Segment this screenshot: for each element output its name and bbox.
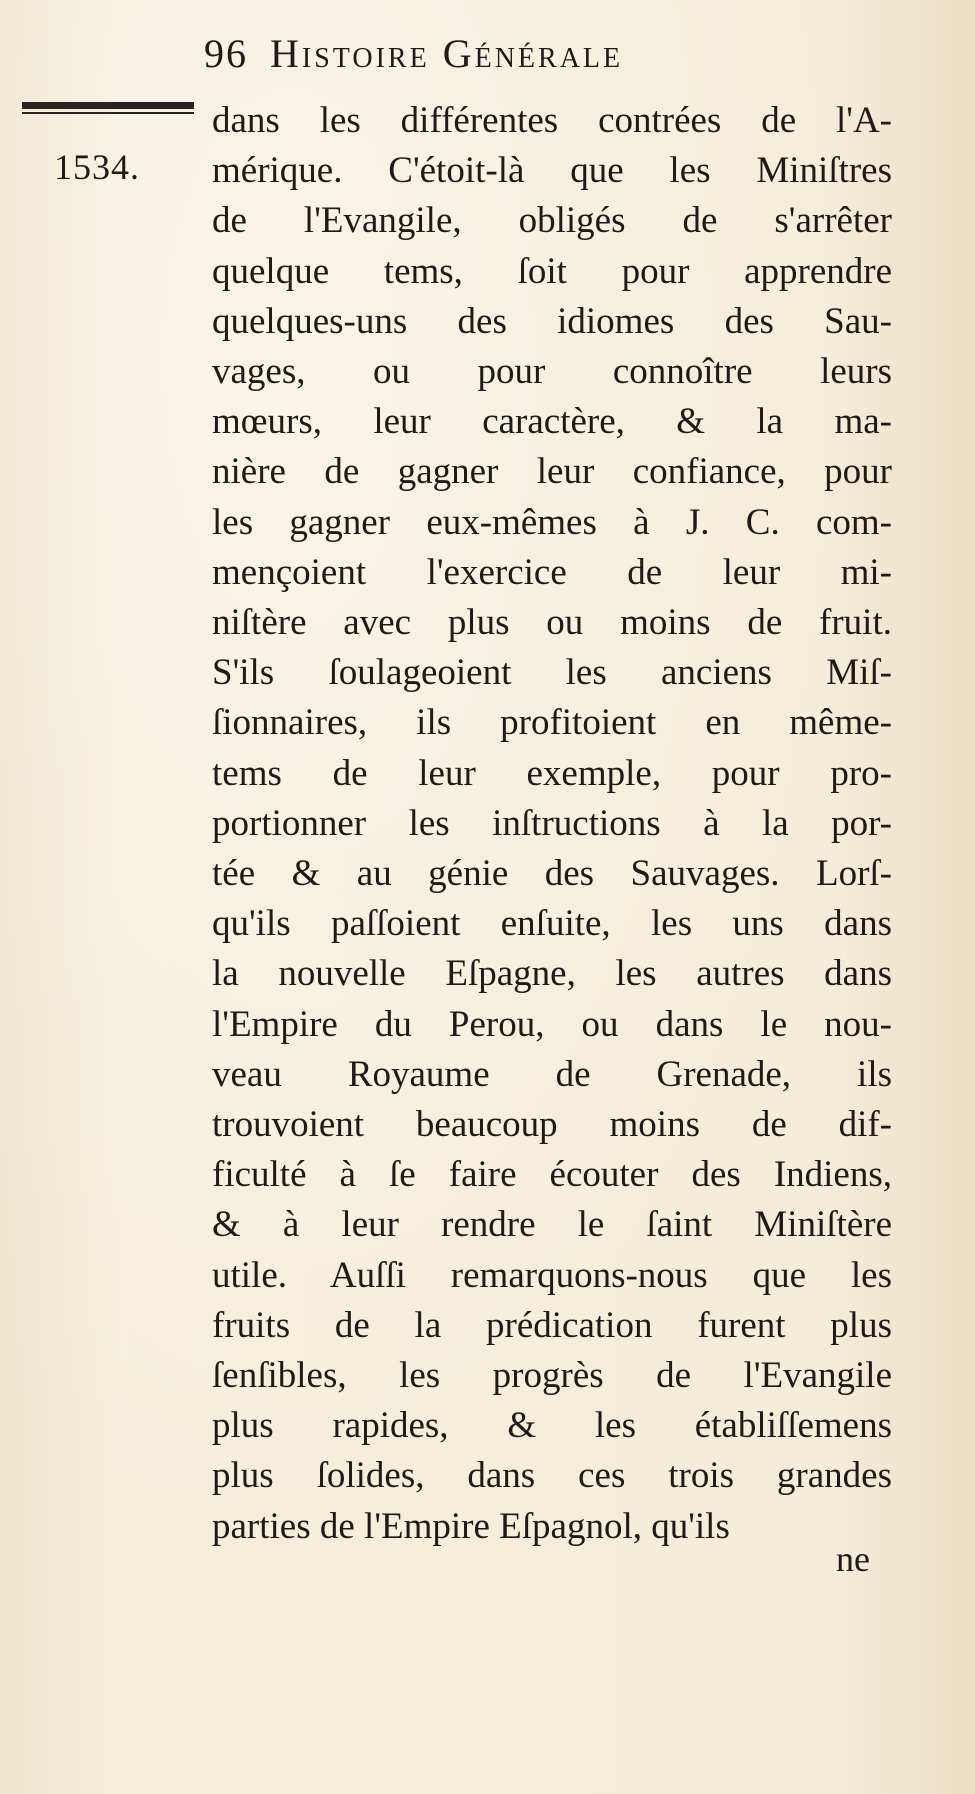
text-line: la nouvelle Eſpagne, les autres dans (212, 953, 892, 995)
text-line: quelques-uns des idiomes des Sau- (212, 300, 892, 342)
text-line: ſenſibles, les progrès de l'Evangile (212, 1355, 892, 1397)
text-line: plus ſolides, dans ces trois grandes (212, 1455, 892, 1497)
text-line: fruits de la prédication furent plus (212, 1304, 892, 1346)
text-line: quelque tems, ſoit pour apprendre (212, 250, 892, 292)
page-number: 96 (204, 31, 248, 76)
margin-year-note: 1534. (54, 147, 140, 187)
text-line: mençoient l'exercice de leur mi- (212, 551, 892, 593)
text-line: niſtère avec plus ou moins de fruit. (212, 602, 892, 644)
page-header (204, 30, 844, 90)
text-line: parties de l'Empire Eſpagnol, qu'ils (212, 1505, 730, 1547)
text-line: veau Royaume de Grenade, ils (212, 1053, 892, 1095)
text-line: nière de gagner leur confiance, pour (212, 451, 892, 493)
catchword: ne (836, 1539, 870, 1579)
margin-rule-thin (22, 112, 194, 114)
text-line: plus rapides, & les établiſſemens (212, 1405, 892, 1447)
text-line: portionner les inſtructions à la por- (212, 802, 892, 844)
margin-rule (22, 102, 194, 116)
text-line: ficulté à ſe faire écouter des Indiens, (212, 1154, 892, 1196)
text-line: S'ils ſoulageoient les anciens Miſ- (212, 652, 892, 694)
body-text (212, 96, 892, 1552)
text-line: ſionnaires, ils profitoient en même- (212, 702, 892, 744)
text-line: mœurs, leur caractère, & la ma- (212, 401, 892, 443)
text-line: les gagner eux-mêmes à J. C. com- (212, 501, 892, 543)
text-line: tée & au génie des Sauvages. Lorſ- (212, 853, 892, 895)
text-line: utile. Auſſi remarquons-nous que les (212, 1254, 892, 1296)
text-line: & à leur rendre le ſaint Miniſtère (212, 1204, 892, 1246)
text-line: trouvoient beaucoup moins de dif- (212, 1104, 892, 1146)
running-title: Histoire Générale (270, 31, 624, 76)
text-line: dans les différentes contrées de l'A- (212, 100, 892, 141)
margin-rule-thick (22, 102, 194, 109)
text-line: de l'Evangile, obligés de s'arrêter (212, 200, 892, 242)
text-line: qu'ils paſſoient enſuite, les uns dans (212, 903, 892, 945)
text-line: tems de leur exemple, pour pro- (212, 752, 892, 794)
text-line: mérique. C'étoit-là que les Miniſtres (212, 150, 892, 192)
text-line: vages, ou pour connoître leurs (212, 351, 892, 393)
text-line: l'Empire du Perou, ou dans le nou- (212, 1003, 892, 1045)
